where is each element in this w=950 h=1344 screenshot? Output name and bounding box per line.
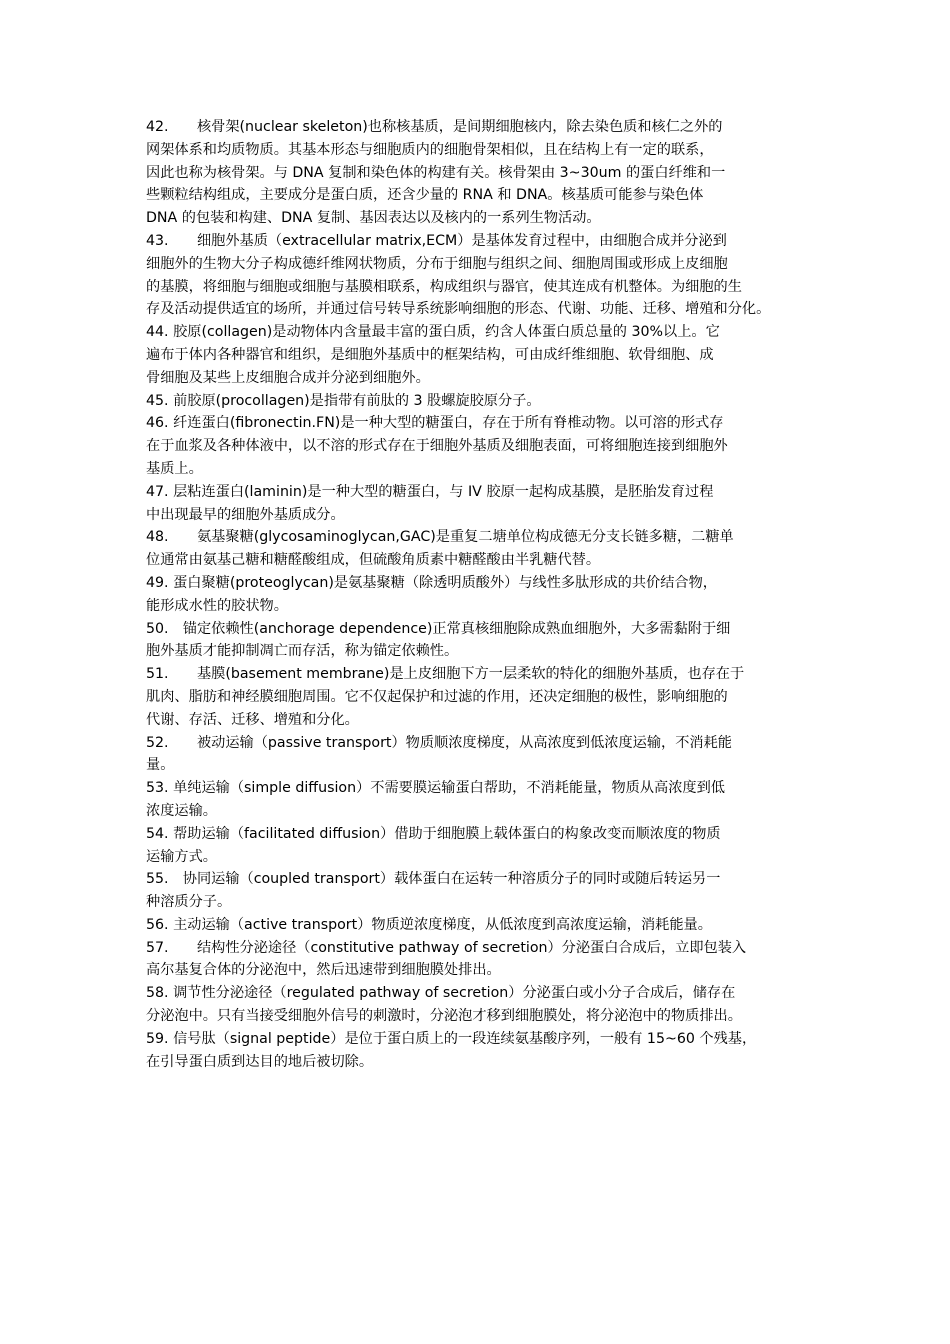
- glossary-entry-47: [146, 481, 836, 527]
- entry-text-line: 48. 氨基聚糖(glycosaminoglycan,GAC)是重复二塘单位构成德无分支长链多糖，二糖单: [146, 529, 734, 546]
- entry-text-line: 55. 协同运输（coupled transport）载体蛋白在运转一种溶质分子的同时或随后转运另一: [146, 871, 721, 888]
- entry-text-line: 些颗粒结构组成，主要成分是蛋白质，还含少量的 RNA 和 DNA。核基质可能参与染色体: [146, 187, 704, 204]
- glossary-entry-45: [146, 390, 836, 413]
- entry-text-line: 的基膜，将细胞与细胞或细胞与基膜相联系，构成组织与器官，使其连成有机整体。为细胞的生: [146, 278, 742, 295]
- entry-text-line: 54. 帮助运输（facilitated diffusion）借助于细胞膜上载体蛋白的构象改变而顺浓度的物质: [146, 825, 721, 842]
- entry-text-line: 49. 蛋白聚糖(proteoglycan)是氨基聚糖（除透明质酸外）与线性多肽形成的共价结合物，: [146, 574, 717, 591]
- entry-text-line: 肌肉、脂肪和神经膜细胞周围。它不仅起保护和过滤的作用，还决定细胞的极性，影响细胞的: [146, 688, 728, 705]
- entry-text-line: 在引导蛋白质到达目的地后被切除。: [146, 1053, 374, 1070]
- glossary-entry-50: [146, 618, 836, 664]
- glossary-entry-52: [146, 732, 836, 778]
- entry-text-line: 42. 核骨架(nuclear skeleton)也称核基质，是间期细胞核内，除去染色质和核仁之外的: [146, 119, 723, 135]
- entry-text-line: 52. 被动运输（passive transport）物质顺浓度梯度，从高浓度到低浓度运输，不消耗能: [146, 734, 732, 751]
- glossary-entry-53: [146, 777, 836, 823]
- glossary-entry-46: [146, 412, 836, 480]
- entry-text-line: 中出现最早的细胞外基质成分。: [146, 506, 345, 523]
- glossary-entry-57: [146, 937, 836, 983]
- entry-text-line: 代谢、存活、迁移、增殖和分化。: [146, 711, 359, 728]
- entry-text-line: 在于血浆及各种体液中，以不溶的形式存在于细胞外基质及细胞表面，可将细胞连接到细胞外: [146, 438, 728, 455]
- entry-text-line: 种溶质分子。: [146, 894, 232, 911]
- entry-text-line: 遍布于体内各种器官和组织，是细胞外基质中的框架结构，可由成纤维细胞、软骨细胞、成: [146, 346, 714, 363]
- glossary-entry-43: [146, 230, 836, 321]
- entry-text-line: 43. 细胞外基质（extracellular matrix,ECM）是基体发育过程中，由细胞合成并分泌到: [146, 232, 727, 249]
- glossary-entry-48: [146, 526, 836, 572]
- glossary-entry-42: [146, 116, 836, 230]
- glossary-entry-51: [146, 663, 836, 731]
- entry-text-line: 因此也称为核骨架。与 DNA 复制和染色体的构建有关。核骨架由 3~30um 的蛋白纤维和一: [146, 164, 726, 181]
- entry-text-line: 骨细胞及某些上皮细胞合成并分泌到细胞外。: [146, 369, 430, 386]
- entry-text-line: 能形成水性的胶状物。: [146, 597, 288, 614]
- glossary-entry-49: [146, 572, 836, 618]
- entry-text-line: 基质上。: [146, 460, 203, 477]
- entry-text-line: 56. 主动运输（active transport）物质逆浓度梯度，从低浓度到高浓度运输，消耗能量。: [146, 916, 712, 933]
- entry-text-line: 59. 信号肽（signal peptide）是位于蛋白质上的一段连续氨基酸序列，一般有 15~60 个残基，: [146, 1030, 757, 1047]
- glossary-entry-44: [146, 321, 836, 389]
- entry-text-line: 53. 单纯运输（simple diffusion）不需要膜运输蛋白帮助，不消耗能量，物质从高浓度到低: [146, 780, 725, 797]
- entry-text-line: 45. 前胶原(procollagen)是指带有前肽的 3 股螺旋胶原分子。: [146, 392, 541, 409]
- glossary-entry-56: [146, 914, 836, 937]
- entry-text-line: 51. 基膜(basement membrane)是上皮细胞下方一层柔软的特化的细胞外基质，也存在于: [146, 666, 745, 683]
- entry-text-line: 量。: [146, 757, 175, 774]
- entry-text-line: 50. 锚定依赖性(anchorage dependence)正常真核细胞除成熟血细胞外，大多需黏附于细: [146, 620, 731, 637]
- entry-text-line: 细胞外的生物大分子构成德纤维网状物质，分布于细胞与组织之间、细胞周围或形成上皮细胞: [146, 255, 728, 272]
- glossary-entry-55: [146, 868, 836, 914]
- entry-text-line: 网架体系和均质物质。其基本形态与细胞质内的细胞骨架相似，且在结构上有一定的联系，: [146, 141, 714, 158]
- entry-text-line: 胞外基质才能抑制凋亡而存活，称为锚定依赖性。: [146, 643, 459, 660]
- glossary-entry-58: [146, 982, 836, 1028]
- entry-text-line: 运输方式。: [146, 848, 217, 865]
- entry-text-line: 47. 层粘连蛋白(laminin)是一种大型的糖蛋白，与 IV 胶原一起构成基膜，是胚胎发育过程: [146, 483, 714, 500]
- glossary-entry-54: [146, 823, 836, 869]
- entry-text-line: 44. 胶原(collagen)是动物体内含量最丰富的蛋白质，约含人体蛋白质总量的 30%以上。它: [146, 324, 720, 341]
- glossary-list: [146, 116, 836, 1073]
- entry-text-line: 58. 调节性分泌途径（regulated pathway of secretion）分泌蛋白或小分子合成后，储存在: [146, 985, 736, 1002]
- entry-text-line: 分泌泡中。只有当接受细胞外信号的刺激时，分泌泡才移到细胞膜处，将分泌泡中的物质排出。: [146, 1008, 742, 1025]
- entry-text-line: 高尔基复合体的分泌泡中，然后迅速带到细胞膜处排出。: [146, 962, 501, 979]
- entry-text-line: 浓度运输。: [146, 802, 217, 819]
- entry-text-line: 46. 纤连蛋白(fibronectin.FN)是一种大型的糖蛋白，存在于所有脊椎动物。以可溶的形式存: [146, 415, 724, 432]
- entry-text-line: 57. 结构性分泌途径（constitutive pathway of secretion）分泌蛋白合成后，立即包装入: [146, 939, 747, 956]
- entry-text-line: DNA 的包装和构建、DNA 复制、基因表达以及核内的一系列生物活动。: [146, 210, 601, 227]
- entry-text-line: 存及活动提供适宜的场所，并通过信号转导系统影响细胞的形态、代谢、功能、迁移、增殖和分化。: [146, 301, 771, 318]
- glossary-entry-59: [146, 1028, 836, 1074]
- entry-text-line: 位通常由氨基己糖和糖醛酸组成，但硫酸角质素中糖醛酸由半乳糖代替。: [146, 552, 601, 569]
